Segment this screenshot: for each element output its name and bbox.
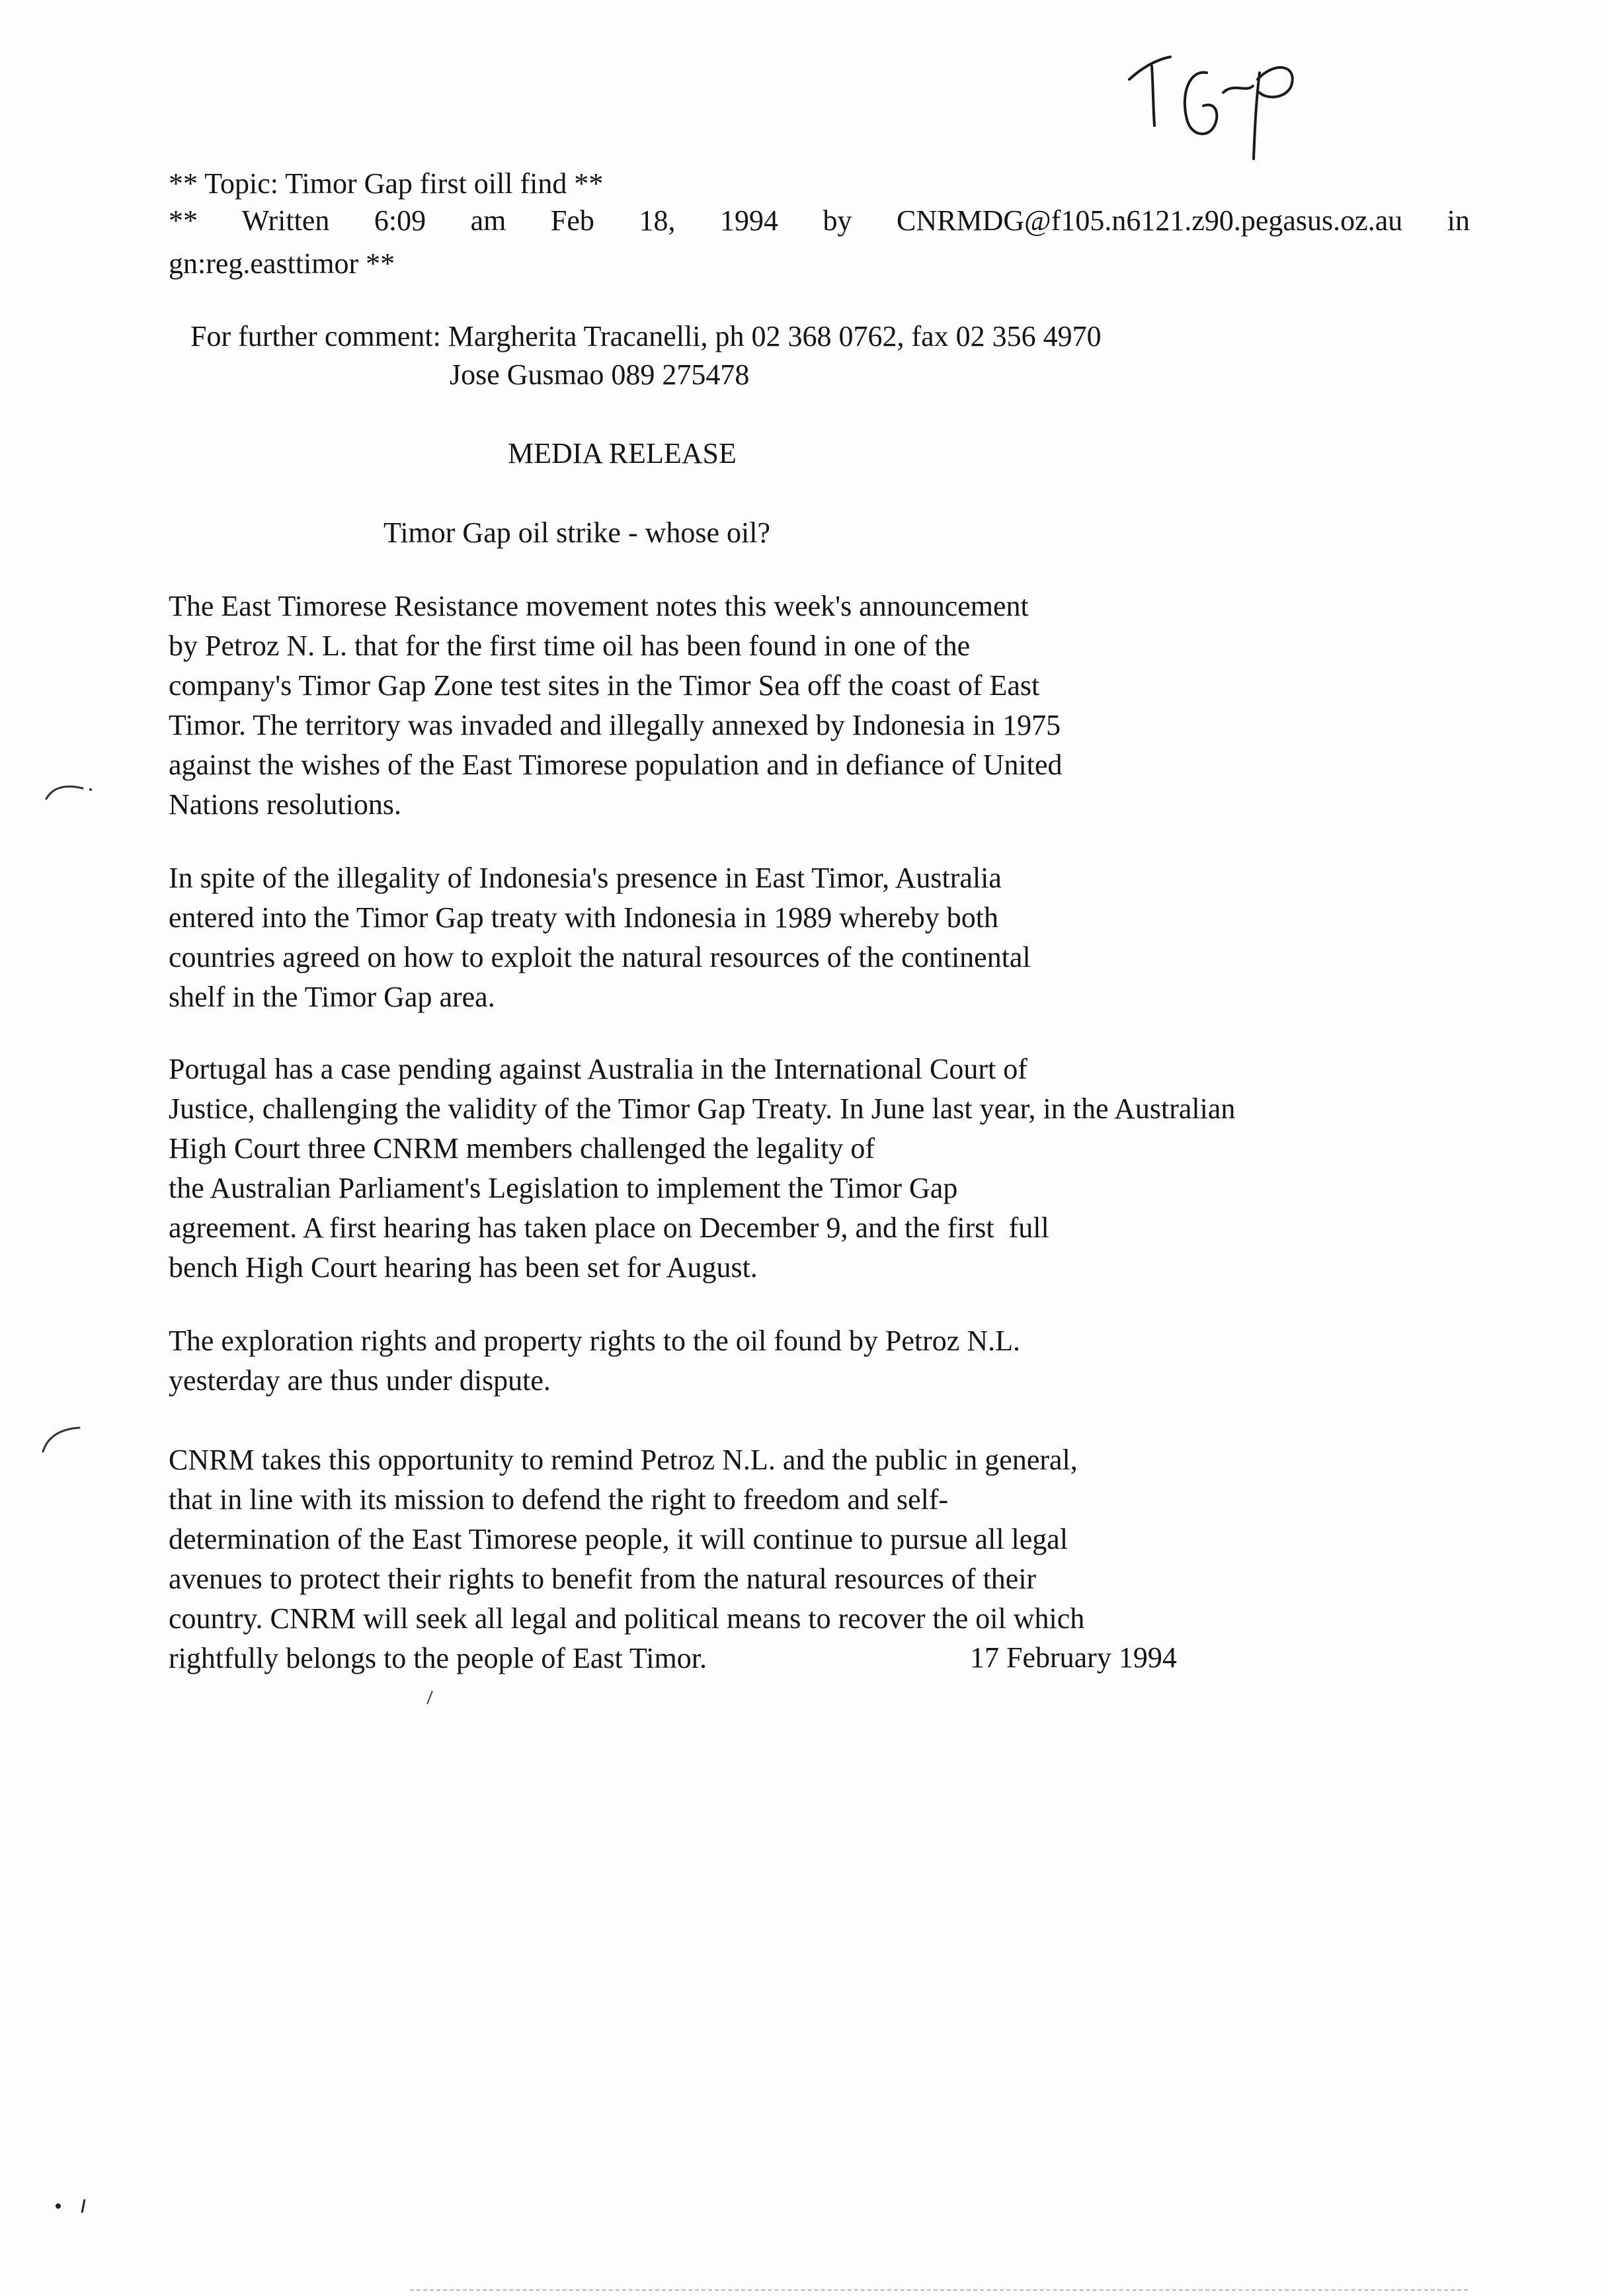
paragraph-line: Timor. The territory was invaded and illegally annexed by Indonesia in 1975 bbox=[169, 709, 1061, 741]
paragraph-1 bbox=[169, 587, 1063, 825]
headline: Timor Gap oil strike - whose oil? bbox=[383, 516, 770, 549]
release-date: 17 February 1994 bbox=[970, 1641, 1177, 1674]
contact-line-secondary: Jose Gusmao 089 275478 bbox=[450, 358, 750, 391]
paragraph-line: by Petroz N. L. that for the first time oil has been found in one of the bbox=[169, 630, 971, 662]
margin-mark-bottom bbox=[40, 1425, 86, 1458]
newsgroup-line: gn:reg.easttimor ** bbox=[169, 247, 395, 280]
handwritten-note bbox=[1117, 46, 1316, 165]
paragraph-line: agreement. A first hearing has taken place on December 9, and the first full bbox=[169, 1211, 1049, 1244]
paragraph-line: The exploration rights and property rights to the oil found by Petroz N.L. bbox=[169, 1325, 1020, 1357]
paragraph-line: shelf in the Timor Gap area. bbox=[169, 981, 495, 1013]
paragraph-2 bbox=[169, 858, 1031, 1017]
paragraph-line: countries agreed on how to exploit the natural resources of the continental bbox=[169, 941, 1031, 973]
written-line: ** Written 6:09 am Feb 18, 1994 by CNRMDG@f105.n6121.z90.pegasus.oz.au in bbox=[169, 204, 1470, 237]
media-release-label: MEDIA RELEASE bbox=[508, 437, 737, 470]
paragraph-line: In spite of the illegality of Indonesia's presence in East Timor, Australia bbox=[169, 862, 1002, 894]
stray-mark bbox=[423, 1690, 436, 1705]
topic-line: ** Topic: Timor Gap first oill find ** bbox=[169, 167, 604, 200]
paragraph-line: that in line with its mission to defend the right to freedom and self- bbox=[169, 1483, 949, 1516]
paragraph-line: avenues to protect their rights to benefit from the natural resources of their bbox=[169, 1563, 1037, 1595]
paragraph-line: High Court three CNRM members challenged the legality of bbox=[169, 1132, 875, 1165]
scan-edge-line bbox=[410, 2289, 1468, 2293]
paragraph-line: yesterday are thus under dispute. bbox=[169, 1364, 551, 1397]
paragraph-3 bbox=[169, 1049, 1235, 1288]
paragraph-line: rightfully belongs to the people of East Timor. bbox=[169, 1642, 707, 1674]
contact-line-primary: For further comment: Margherita Tracanelli, ph 02 368 0762, fax 02 356 4970 bbox=[190, 320, 1102, 352]
paragraph-line: the Australian Parliament's Legislation to implement the Timor Gap bbox=[169, 1172, 958, 1204]
paragraph-line: entered into the Timor Gap treaty with Indonesia in 1989 whereby both bbox=[169, 901, 998, 934]
paragraph-5 bbox=[169, 1440, 1084, 1678]
paragraph-line: bench High Court hearing has been set for August. bbox=[169, 1251, 758, 1284]
margin-mark-top bbox=[43, 779, 96, 805]
paragraph-line: Nations resolutions. bbox=[169, 788, 401, 821]
paragraph-line: Portugal has a case pending against Australia in the International Court of bbox=[169, 1053, 1027, 1085]
paragraph-line: country. CNRM will seek all legal and political means to recover the oil which bbox=[169, 1602, 1085, 1635]
paragraph-line: Justice, challenging the validity of the Timor Gap Treaty. In June last year, in the Australian bbox=[169, 1092, 1236, 1125]
paragraph-line: CNRM takes this opportunity to remind Petroz N.L. and the public in general, bbox=[169, 1444, 1078, 1476]
paragraph-line: The East Timorese Resistance movement notes this week's announcement bbox=[169, 590, 1029, 622]
paragraph-4 bbox=[169, 1321, 1020, 1401]
paragraph-line: determination of the East Timorese people, it will continue to pursue all legal bbox=[169, 1523, 1068, 1555]
paragraph-line: against the wishes of the East Timorese population and in defiance of United bbox=[169, 749, 1063, 781]
corner-marks bbox=[53, 2194, 93, 2214]
paragraph-line: company's Timor Gap Zone test sites in the Timor Sea off the coast of East bbox=[169, 669, 1040, 702]
